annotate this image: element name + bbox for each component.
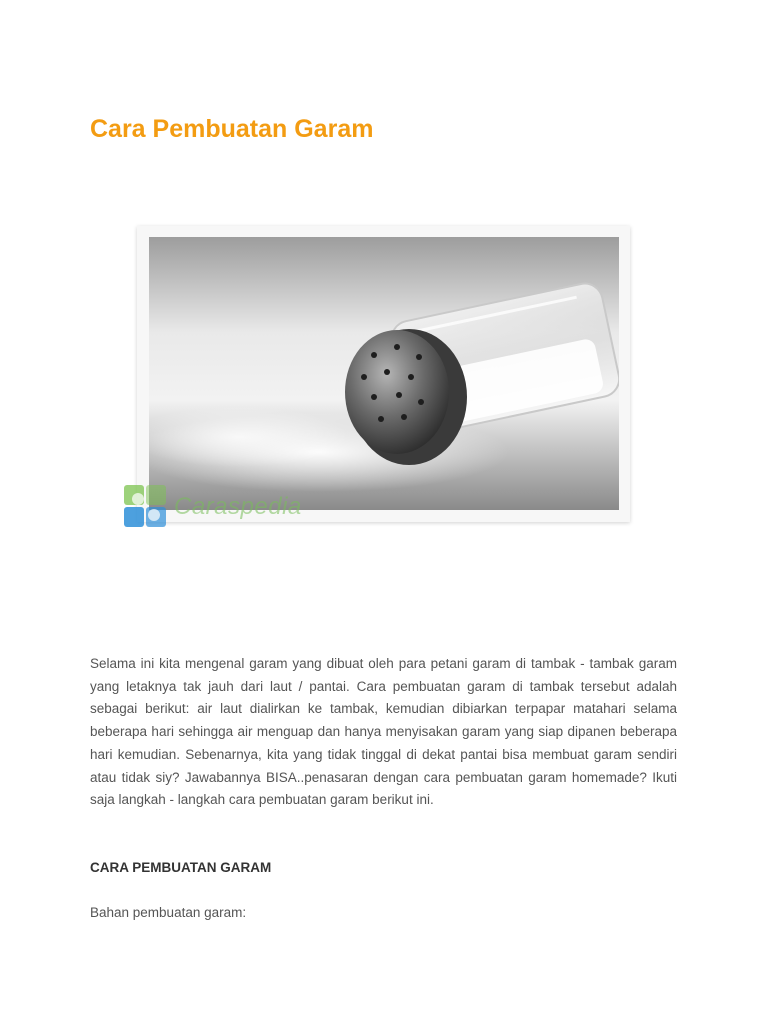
ingredients-intro: Bahan pembuatan garam:	[90, 905, 247, 920]
article-paragraph: Selama ini kita mengenal garam yang dibuat oleh para petani garam di tambak - tambak garam yang letaknya tak jauh dari laut / pantai. Cara pembuatan garam di tambak tersebut adalah sebagai berikut: air laut dialirkan ke tambak, kemudian dibiarkan terpapar matahari selama beberapa hari sehingga air menguap dan hanya menyisakan garam yang siap dipanen beberapa hari kemudian. Sebenarnya, kita yang tidak tinggal di dekat pantai bisa membuat garam sendiri atau tidak siy? Jawabannya BISA..penasaran dengan cara pembuatan garam homemade? Ikuti saja langkah - langkah cara pembuatan garam berikut ini.	[90, 656, 677, 808]
section-heading: CARA PEMBUATAN GARAM	[90, 860, 272, 875]
salt-shaker-photo	[149, 237, 619, 510]
watermark	[124, 485, 302, 529]
photo-frame	[137, 226, 630, 522]
article-title: Cara Pembuatan Garam	[90, 115, 374, 143]
salt-shaker-illustration	[149, 237, 619, 510]
caraspedia-logo-icon	[124, 485, 168, 529]
watermark-text: Caraspedia	[174, 493, 302, 520]
